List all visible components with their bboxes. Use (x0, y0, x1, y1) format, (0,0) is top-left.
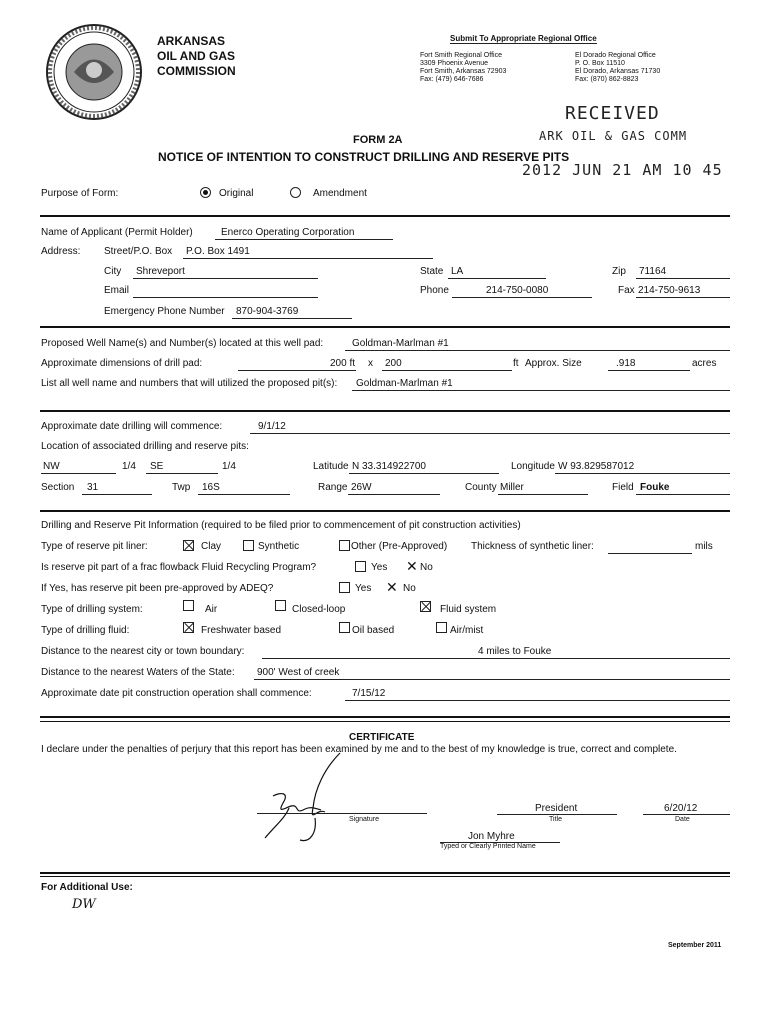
size-label: Approx. Size (525, 358, 582, 369)
divider (40, 410, 730, 412)
county-value[interactable]: Miller (500, 482, 524, 493)
signature-scribble (255, 748, 365, 848)
list-value[interactable]: Goldman-Marlman #1 (356, 378, 453, 389)
oil-based-label: Oil based (352, 625, 395, 636)
acres-label: acres (692, 358, 717, 369)
frac-no-label: No (420, 562, 433, 573)
drill-date-value[interactable]: 9/1/12 (258, 421, 286, 432)
latitude-value[interactable]: N 33.314922700 (352, 461, 426, 472)
divider (40, 872, 730, 874)
air-label: Air (205, 604, 218, 615)
oil-based-checkbox[interactable] (339, 622, 350, 633)
thickness-label: Thickness of synthetic liner: (471, 541, 594, 552)
submit-note: Submit To Appropriate Regional Office (450, 34, 597, 43)
applicant-name-label: Name of Applicant (Permit Holder) (41, 227, 193, 238)
form-title: NOTICE OF INTENTION TO CONSTRUCT DRILLING AND RESERVE PITS (158, 150, 570, 164)
certificate-text: I declare under the penalties of perjury that this report has been examined by me and to the best of my knowledge is true, correct and complete. (41, 744, 677, 755)
divider (40, 721, 730, 722)
adeq-yes-checkbox[interactable] (339, 582, 350, 593)
township-label: Twp (172, 482, 191, 493)
pit-intro: Drilling and Reserve Pit Information (required to be filed prior to commencement of pit construction activities) (41, 520, 521, 531)
airmist-label: Air/mist (450, 625, 484, 636)
county-label: County (465, 482, 497, 493)
dim-2[interactable]: 200 (385, 358, 402, 369)
frac-no-mark-icon[interactable]: ✕ (406, 558, 418, 574)
longitude-value[interactable]: W 93.829587012 (558, 461, 635, 472)
agency-line-2: OIL AND GAS (157, 49, 236, 63)
water-distance-label: Distance to the nearest Waters of the State: (41, 667, 235, 678)
dim-ft: ft (513, 358, 519, 369)
list-label: List all well name and numbers that will utilized the proposed pit(s): (41, 378, 338, 389)
revision-date: September 2011 (668, 942, 722, 949)
liner-label: Type of reserve pit liner: (41, 541, 148, 552)
el-dorado-city: El Dorado, Arkansas 71730 (575, 68, 661, 75)
fax-value[interactable]: 214-750-9613 (638, 285, 701, 296)
amendment-radio[interactable] (290, 187, 301, 198)
quarter-1-label: 1/4 (122, 461, 136, 472)
synthetic-label: Synthetic (258, 541, 300, 552)
fluid-system-label: Fluid system (440, 604, 497, 615)
title-value[interactable]: President (535, 803, 578, 814)
email-label: Email (104, 285, 130, 296)
clay-checkbox[interactable] (183, 540, 194, 551)
title-label: Title (549, 816, 562, 823)
street-label: Street/P.O. Box (104, 246, 173, 257)
original-radio[interactable] (200, 187, 211, 198)
latitude-label: Latitude (313, 461, 349, 472)
fort-smith-city: Fort Smith, Arkansas 72903 (420, 68, 507, 75)
state-label: State (420, 266, 444, 277)
el-dorado-fax: Fax: (870) 862-8823 (575, 76, 639, 83)
received-stamp-date: 2012 JUN 21 AM 10 45 (522, 161, 723, 179)
field-value[interactable]: Fouke (640, 482, 670, 493)
street-value[interactable]: P.O. Box 1491 (186, 246, 250, 257)
wells-label: Proposed Well Name(s) and Number(s) located at this well pad: (41, 338, 324, 349)
mils-label: mils (695, 541, 713, 552)
adeq-no-label: No (403, 583, 416, 594)
section-label: Section (41, 482, 75, 493)
certificate-title: CERTIFICATE (349, 732, 415, 743)
wells-value[interactable]: Goldman-Marlman #1 (352, 338, 449, 349)
pit-date-value[interactable]: 7/15/12 (352, 688, 386, 699)
fort-smith-office: Fort Smith Regional Office (420, 52, 502, 59)
address-label: Address: (41, 246, 81, 257)
state-value[interactable]: LA (451, 266, 464, 277)
agency-line-1: ARKANSAS (157, 34, 226, 48)
water-distance-value[interactable]: 900' West of creek (257, 667, 340, 678)
thickness-field[interactable] (608, 553, 692, 554)
phone-label: Phone (420, 285, 449, 296)
phone-value[interactable]: 214-750-0080 (486, 285, 549, 296)
divider (40, 326, 730, 328)
printed-name-value[interactable]: Jon Myhre (468, 831, 515, 842)
quarter-2[interactable]: SE (150, 461, 164, 472)
divider (40, 215, 730, 217)
received-stamp: RECEIVED (565, 103, 660, 124)
air-checkbox[interactable] (183, 600, 194, 611)
other-checkbox[interactable] (339, 540, 350, 551)
el-dorado-office: El Dorado Regional Office (575, 52, 656, 59)
fax-label: Fax (618, 285, 635, 296)
dims-label: Approximate dimensions of drill pad: (41, 358, 203, 369)
township-value[interactable]: 16S (202, 482, 220, 493)
adeq-yes-label: Yes (355, 583, 372, 594)
applicant-name[interactable]: Enerco Operating Corporation (221, 227, 355, 238)
dim-1[interactable]: 200 ft (330, 358, 356, 369)
adeq-label: If Yes, has reserve pit been pre-approved by ADEQ? (41, 583, 274, 594)
range-value[interactable]: 26W (351, 482, 372, 493)
el-dorado-address: P. O. Box 11510 (575, 60, 625, 67)
zip-label: Zip (612, 266, 626, 277)
divider (40, 716, 730, 718)
signature-label: Signature (349, 816, 379, 823)
size-value[interactable]: .918 (616, 358, 636, 369)
frac-yes-label: Yes (371, 562, 388, 573)
pit-date-label: Approximate date pit construction operation shall commence: (41, 688, 312, 699)
other-label: Other (Pre-Approved) (351, 541, 448, 552)
purpose-label: Purpose of Form: (41, 188, 119, 199)
initials: DW (72, 897, 96, 912)
agency-line-3: COMMISSION (157, 64, 236, 78)
airmist-checkbox[interactable] (436, 622, 447, 633)
system-label: Type of drilling system: (41, 604, 143, 615)
frac-yes-checkbox[interactable] (355, 561, 366, 572)
drill-date-label: Approximate date drilling will commence: (41, 421, 223, 432)
field-label: Field (612, 482, 634, 493)
freshwater-label: Freshwater based (201, 625, 282, 636)
town-distance-label: Distance to the nearest city or town boundary: (41, 646, 245, 657)
dim-x: x (368, 358, 373, 369)
longitude-label: Longitude (511, 461, 555, 472)
city-label: City (104, 266, 122, 277)
quarter-2-label: 1/4 (222, 461, 236, 472)
city-value[interactable]: Shreveport (136, 266, 185, 277)
synthetic-checkbox[interactable] (243, 540, 254, 551)
location-label: Location of associated drilling and reserve pits: (41, 441, 249, 452)
state-seal (44, 22, 144, 122)
amendment-label: Amendment (313, 188, 367, 199)
freshwater-checkbox[interactable] (183, 622, 194, 633)
adeq-no-mark-icon[interactable]: ✕ (386, 579, 398, 595)
clay-label: Clay (201, 541, 222, 552)
town-distance-value[interactable]: 4 miles to Fouke (478, 646, 552, 657)
zip-value[interactable]: 71164 (639, 266, 667, 277)
quarter-1[interactable]: NW (43, 461, 60, 472)
range-label: Range (318, 482, 348, 493)
emergency-value[interactable]: 870-904-3769 (236, 306, 299, 317)
divider (40, 876, 730, 877)
date-value[interactable]: 6/20/12 (664, 803, 698, 814)
divider (40, 510, 730, 512)
form-number: FORM 2A (353, 134, 403, 146)
emergency-label: Emergency Phone Number (104, 306, 225, 317)
printed-name-label: Typed or Clearly Printed Name (440, 843, 536, 850)
closed-loop-checkbox[interactable] (275, 600, 286, 611)
additional-use-label: For Additional Use: (41, 882, 133, 893)
date-label: Date (675, 816, 690, 823)
fluid-label: Type of drilling fluid: (41, 625, 130, 636)
fort-smith-fax: Fax: (479) 646-7686 (420, 76, 484, 83)
closed-loop-label: Closed-loop (292, 604, 346, 615)
email-field[interactable] (133, 297, 318, 298)
original-label: Original (219, 188, 254, 199)
fluid-system-checkbox[interactable] (420, 601, 431, 612)
section-value[interactable]: 31 (87, 482, 99, 493)
frac-label: Is reserve pit part of a frac flowback Fluid Recycling Program? (41, 562, 317, 573)
fort-smith-address: 3309 Phoenix Avenue (420, 60, 488, 67)
received-stamp-agency: ARK OIL & GAS COMM (539, 129, 688, 143)
